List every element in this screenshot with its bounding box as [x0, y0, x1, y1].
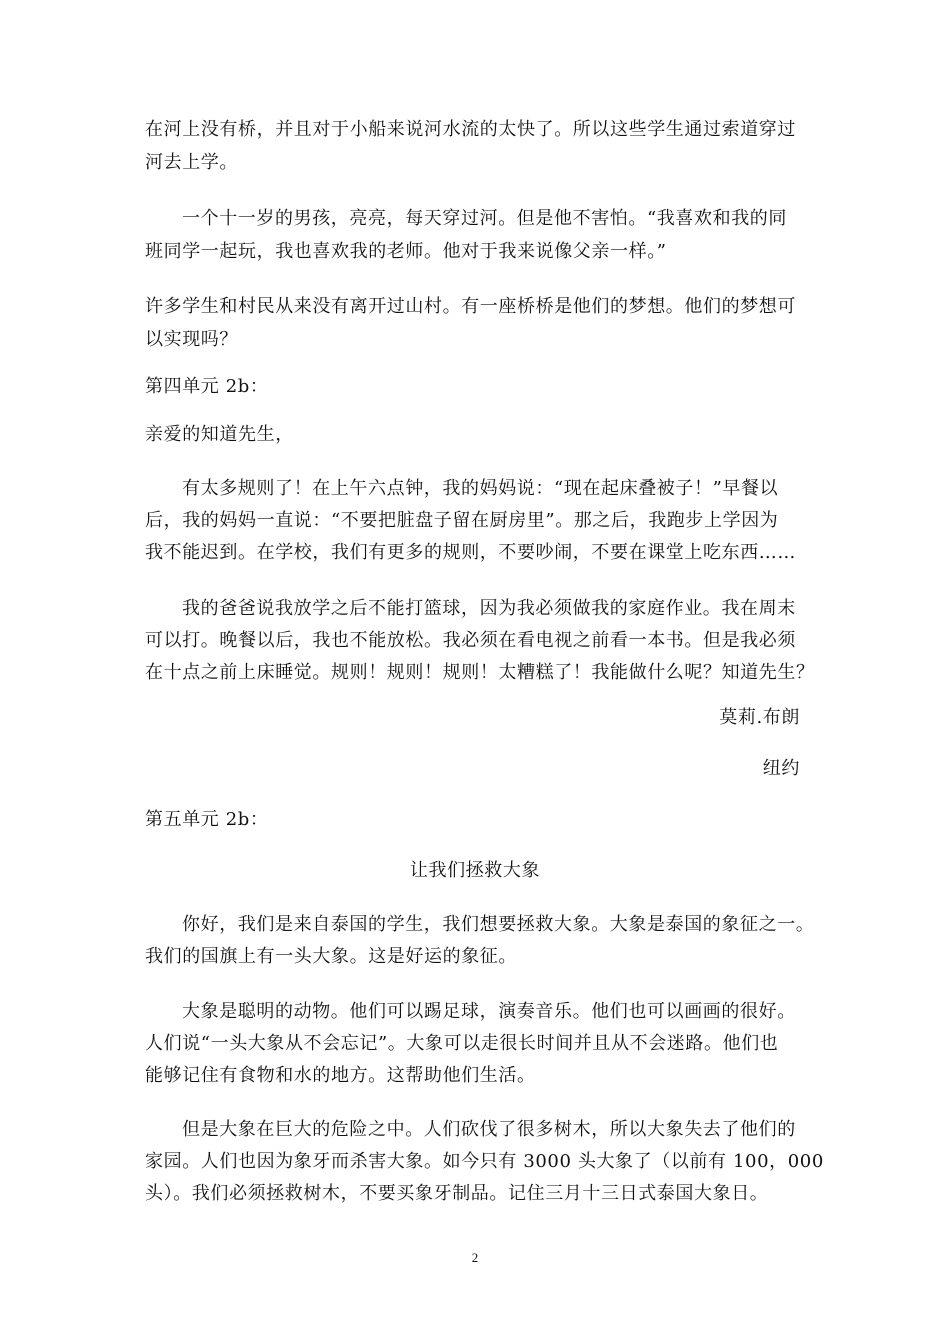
paragraph-line: 在十点之前上床睡觉。规则！规则！规则！太糟糕了！我能做什么呢？知道先生？: [145, 662, 815, 683]
letter-salutation: 亲爱的知道先生，: [145, 424, 294, 445]
paragraph-line: 后，我的妈妈一直说：“不要把脏盘子留在厨房里”。那之后，我跑步上学因为: [145, 510, 779, 531]
paragraph-line: 我不能迟到。在学校，我们有更多的规则，不要吵闹，不要在课堂上吃东西……: [145, 542, 796, 563]
paragraph-line: 人们说“一头大象从不会忘记”。大象可以走很长时间并且从不会迷路。他们也: [145, 1033, 779, 1054]
paragraph-line: 我的爸爸说我放学之后不能打篮球，因为我必须做我的家庭作业。我在周末: [182, 598, 796, 619]
section-heading-unit5: 第五单元 2b：: [145, 809, 269, 830]
paragraph-line: 在河上没有桥，并且对于小船来说河水流的太快了。所以这些学生通过索道穿过: [145, 119, 796, 140]
section-heading-unit4: 第四单元 2b：: [145, 376, 269, 397]
letter-location: 纽约: [762, 758, 800, 779]
paragraph-line: 以实现吗？: [145, 329, 238, 350]
paragraph-line: 班同学一起玩，我也喜欢我的老师。他对于我来说像父亲一样。”: [145, 241, 667, 262]
paragraph-line: 可以打。晚餐以后，我也不能放松。我必须在看电视之前看一本书。但是我必须: [145, 630, 796, 651]
paragraph-line: 我们的国旗上有一头大象。这是好运的象征。: [145, 946, 517, 967]
paragraph-line: 大象是聪明的动物。他们可以踢足球，演奏音乐。他们也可以画画的很好。: [182, 1001, 796, 1022]
paragraph-line: 你好，我们是来自泰国的学生，我们想要拯救大象。大象是泰国的象征之一。: [182, 914, 815, 935]
paragraph-line: 有太多规则了！在上午六点钟，我的妈妈说：“现在起床叠被子！”早餐以: [182, 478, 779, 499]
paragraph-line: 能够记住有食物和水的地方。这帮助他们生活。: [145, 1065, 536, 1086]
paragraph-line: 头）。我们必须拯救树木，不要买象牙制品。记住三月十三日式泰国大象日。: [145, 1183, 769, 1204]
letter-signature: 莫莉.布朗: [719, 707, 800, 728]
paragraph-line: 河去上学。: [145, 152, 238, 173]
paragraph-line: 一个十一岁的男孩，亮亮，每天穿过河。但是他不害怕。“我喜欢和我的同: [182, 208, 787, 229]
page-number: 2: [471, 1250, 479, 1265]
paragraph-line: 但是大象在巨大的危险之中。人们砍伐了很多树木，所以大象失去了他们的: [182, 1119, 796, 1140]
paragraph-line: 家园。人们也因为象牙而杀害大象。如今只有 3000 头大象了（以前有 100，000: [145, 1151, 824, 1172]
paragraph-line: 许多学生和村民从来没有离开过山村。有一座桥桥是他们的梦想。他们的梦想可: [145, 296, 796, 317]
article-title: 让我们拯救大象: [409, 860, 541, 881]
